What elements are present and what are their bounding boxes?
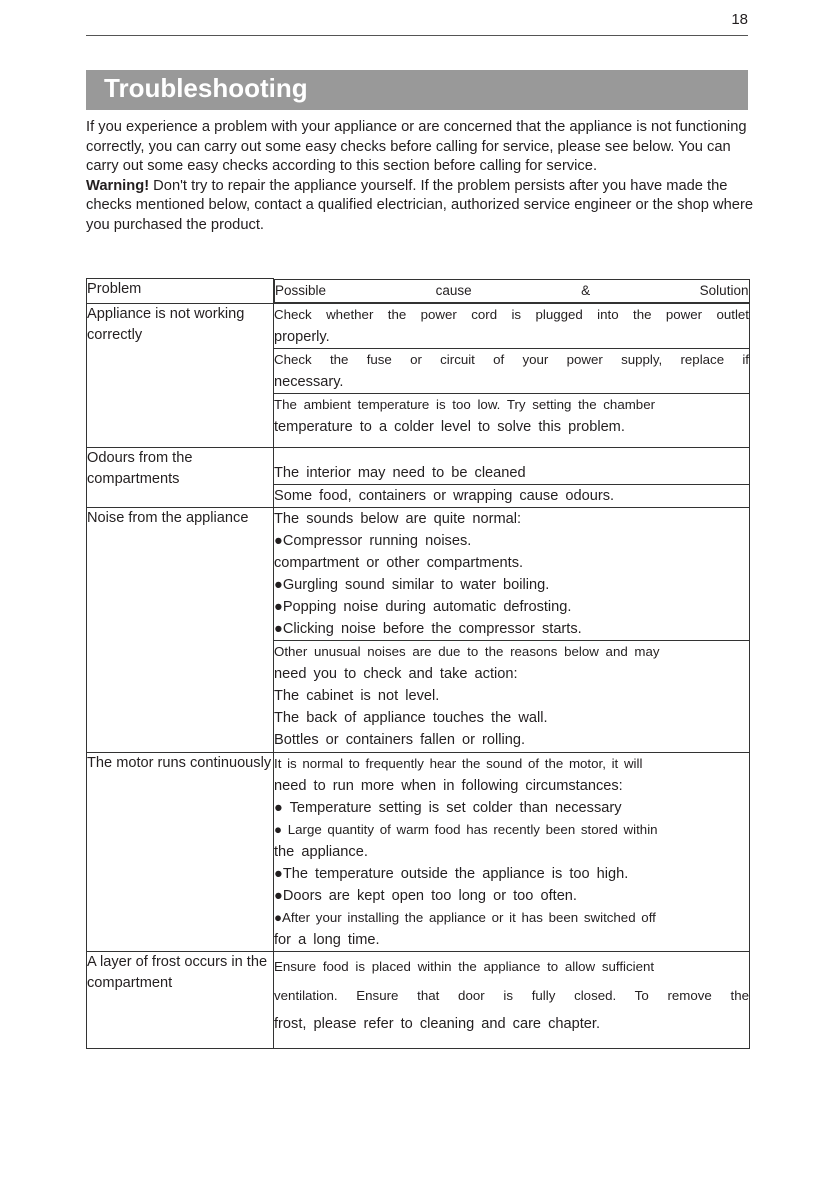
solution-line: ventilation. Ensure that door is fully closed. To remove the bbox=[274, 987, 749, 1003]
solution-line: necessary. bbox=[274, 373, 344, 390]
solution-line: for a long time. bbox=[274, 931, 380, 948]
intro-text bbox=[86, 118, 756, 236]
problem-cell: Appliance is not working correctly bbox=[87, 303, 274, 447]
solution-line: It is normal to frequently hear the sound of the motor, it will bbox=[274, 755, 643, 771]
header-problem: Problem bbox=[87, 279, 274, 304]
header-rule bbox=[86, 35, 748, 36]
solution-line: need you to check and take action: bbox=[274, 665, 518, 682]
solution-line: ●Popping noise during automatic defrosting. bbox=[274, 598, 572, 615]
problem-cell: The motor runs continuously bbox=[87, 752, 274, 951]
table-row bbox=[87, 507, 750, 640]
solution-cell bbox=[274, 348, 750, 393]
solution-line: the appliance. bbox=[274, 843, 368, 860]
solution-line: ●Doors are kept open too long or too often. bbox=[274, 887, 577, 904]
header-solution bbox=[274, 279, 750, 303]
problem-cell: Odours from the compartments bbox=[87, 447, 274, 507]
page-number: 18 bbox=[731, 11, 748, 28]
solution-cell bbox=[274, 393, 750, 447]
solution-line: properly. bbox=[274, 328, 330, 345]
solution-line: ●Clicking noise before the compressor starts. bbox=[274, 620, 582, 637]
solution-line: Check the fuse or circuit of your power supply, replace if bbox=[274, 351, 749, 367]
warning-label: Warning! bbox=[86, 177, 150, 194]
solution-line: Some food, containers or wrapping cause odours. bbox=[274, 487, 615, 504]
solution-line: compartment or other compartments. bbox=[274, 554, 524, 571]
solution-line: The ambient temperature is too low. Try setting the chamber bbox=[274, 396, 656, 412]
table-row bbox=[87, 752, 750, 951]
problem-cell: Noise from the appliance bbox=[87, 507, 274, 752]
solution-cell bbox=[274, 484, 750, 507]
header-possible: Possible bbox=[275, 282, 327, 298]
table-header-row bbox=[87, 279, 750, 304]
solution-line: The back of appliance touches the wall. bbox=[274, 709, 548, 726]
section-banner bbox=[86, 70, 748, 110]
intro-paragraph: If you experience a problem with your appliance or are concerned that the appliance is not functioning correctly, you can carry out some easy checks before calling for service, please see below. You can carry out some easy checks according to this section before calling for service. bbox=[86, 119, 747, 175]
solution-cell bbox=[274, 640, 750, 752]
warning-paragraph bbox=[86, 177, 756, 236]
solution-line: temperature to a colder level to solve this problem. bbox=[274, 418, 625, 435]
solution-line: frost, please refer to cleaning and care chapter. bbox=[274, 1015, 601, 1032]
solution-cell bbox=[274, 951, 750, 1048]
solution-line: The interior may need to be cleaned bbox=[274, 464, 526, 481]
solution-line: need to run more when in following circumstances: bbox=[274, 777, 623, 794]
solution-line: ●Gurgling sound similar to water boiling. bbox=[274, 576, 550, 593]
solution-cell bbox=[274, 447, 750, 484]
solution-line: ●Compressor running noises. bbox=[274, 532, 472, 549]
section-title: Troubleshooting bbox=[104, 73, 308, 103]
table-row bbox=[87, 951, 750, 1048]
solution-cell bbox=[274, 752, 750, 951]
table-row bbox=[87, 447, 750, 484]
problem-cell: A layer of frost occurs in the compartment bbox=[87, 951, 274, 1048]
solution-line: The sounds below are quite normal: bbox=[274, 510, 522, 527]
table-row bbox=[87, 303, 750, 348]
solution-line: Check whether the power cord is plugged into the power outlet bbox=[274, 306, 749, 322]
troubleshooting-table bbox=[86, 278, 750, 1049]
header-solution-word: Solution bbox=[699, 282, 749, 298]
solution-line: ●After your installing the appliance or it has been switched off bbox=[274, 909, 656, 925]
header-cause: cause bbox=[435, 282, 472, 298]
solution-line: Other unusual noises are due to the reasons below and may bbox=[274, 643, 660, 659]
solution-line: Ensure food is placed within the appliance to allow sufficient bbox=[274, 958, 655, 974]
header-amp: & bbox=[581, 282, 591, 298]
warning-text: Don't try to repair the appliance yourself. If the problem persists after you have made the checks mentioned below, contact a qualified electrician, authorized service engineer or the shop where you purchased the product. bbox=[86, 177, 754, 233]
solution-line: ● Temperature setting is set colder than necessary bbox=[274, 799, 622, 816]
solution-cell bbox=[274, 303, 750, 348]
solution-line: ● Large quantity of warm food has recently been stored within bbox=[274, 821, 658, 837]
solution-line: The cabinet is not level. bbox=[274, 687, 440, 704]
solution-cell bbox=[274, 507, 750, 640]
solution-line: ●The temperature outside the appliance is too high. bbox=[274, 865, 629, 882]
solution-line: Bottles or containers fallen or rolling. bbox=[274, 731, 526, 748]
